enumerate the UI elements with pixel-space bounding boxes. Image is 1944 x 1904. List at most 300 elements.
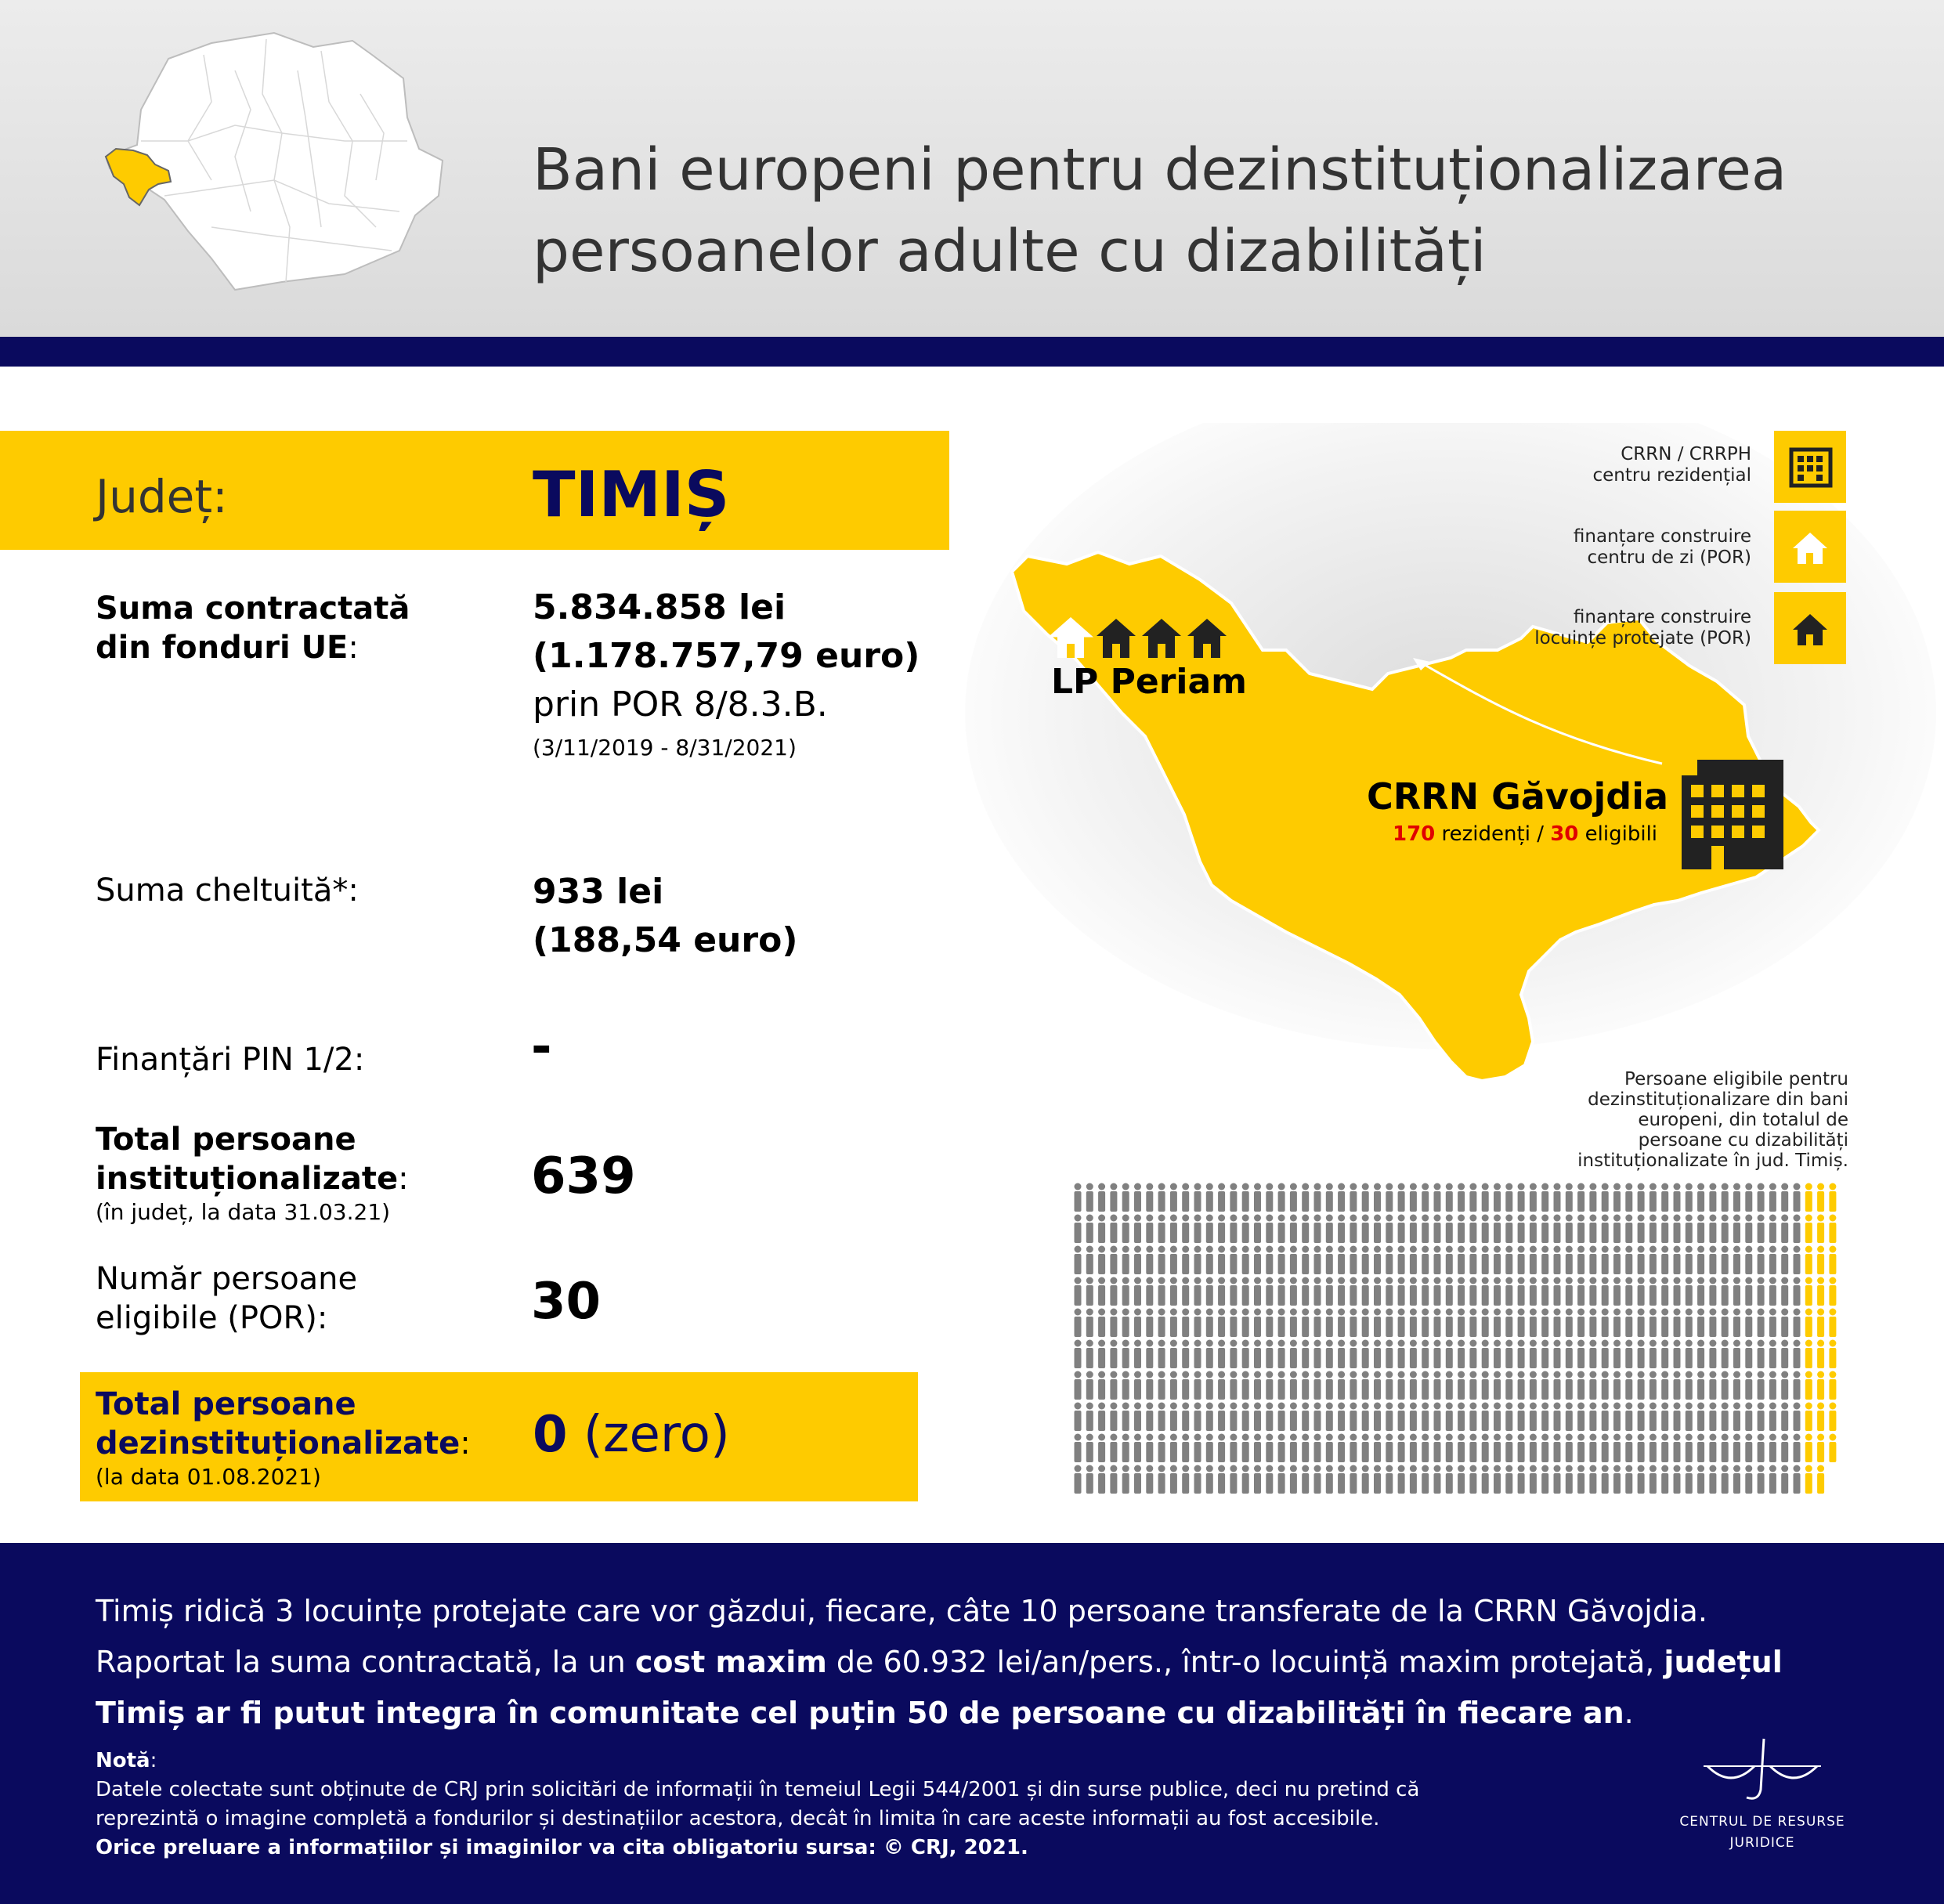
person-icon	[1218, 1434, 1225, 1463]
person-icon	[1170, 1403, 1177, 1432]
person-icon	[1661, 1215, 1668, 1244]
person-icon	[1661, 1309, 1668, 1338]
person-icon	[1530, 1277, 1537, 1306]
person-icon	[1422, 1403, 1429, 1432]
person-icon	[1446, 1183, 1453, 1212]
person-icon	[1781, 1246, 1788, 1275]
person-icon	[1769, 1215, 1776, 1244]
person-icon	[1650, 1465, 1657, 1494]
person-icon	[1661, 1434, 1668, 1463]
person-icon	[1650, 1340, 1657, 1369]
person-icon	[1075, 1403, 1082, 1432]
contracted-label: Suma contractată din fonduri UE:	[96, 591, 410, 666]
person-icon	[1650, 1403, 1657, 1432]
person-icon	[1110, 1340, 1117, 1369]
person-icon	[1602, 1434, 1609, 1463]
person-icon	[1554, 1277, 1561, 1306]
eligible-person-icon	[1829, 1309, 1836, 1338]
person-icon	[1518, 1277, 1525, 1306]
person-icon	[1602, 1403, 1609, 1432]
person-icon	[1722, 1277, 1729, 1306]
person-icon	[1194, 1183, 1201, 1212]
person-icon	[1075, 1309, 1082, 1338]
person-icon	[1661, 1277, 1668, 1306]
header-divider	[0, 337, 1944, 367]
spent-value: 933 lei (188,54 euro)	[533, 872, 798, 960]
person-icon	[1722, 1465, 1729, 1494]
person-icon	[1122, 1309, 1129, 1338]
person-icon	[1110, 1246, 1117, 1275]
person-icon	[1362, 1309, 1369, 1338]
eligible-person-icon	[1817, 1246, 1824, 1275]
person-icon	[1625, 1340, 1632, 1369]
page-title	[533, 129, 1787, 292]
person-icon	[1362, 1277, 1369, 1306]
person-icon	[1446, 1340, 1453, 1369]
person-icon	[1386, 1403, 1393, 1432]
person-icon	[1254, 1371, 1261, 1400]
crj-logo-mark	[1700, 1735, 1825, 1805]
person-icon	[1541, 1277, 1548, 1306]
person-icon	[1758, 1434, 1765, 1463]
person-icon	[1134, 1183, 1141, 1212]
person-icon	[1769, 1309, 1776, 1338]
person-icon	[1302, 1403, 1309, 1432]
person-icon	[1086, 1340, 1093, 1369]
person-icon	[1290, 1371, 1297, 1400]
person-icon	[1242, 1215, 1249, 1244]
person-icon	[1661, 1403, 1668, 1432]
person-icon	[1494, 1246, 1501, 1275]
person-icon	[1182, 1434, 1189, 1463]
person-icon	[1194, 1215, 1201, 1244]
person-icon	[1242, 1465, 1249, 1494]
person-icon	[1794, 1340, 1801, 1369]
person-icon	[1745, 1465, 1752, 1494]
person-icon	[1638, 1215, 1645, 1244]
person-icon	[1781, 1215, 1788, 1244]
person-icon	[1722, 1183, 1729, 1212]
person-icon	[1314, 1371, 1321, 1400]
eligible-person-icon	[1829, 1246, 1836, 1275]
person-icon	[1674, 1215, 1681, 1244]
person-icon	[1350, 1183, 1357, 1212]
person-icon	[1733, 1340, 1740, 1369]
title-line-2: persoanelor adulte cu dizabilități	[533, 218, 1487, 285]
person-icon	[1530, 1215, 1537, 1244]
person-icon	[1230, 1340, 1237, 1369]
person-icon	[1769, 1434, 1776, 1463]
person-icon	[1314, 1277, 1321, 1306]
person-icon	[1686, 1277, 1693, 1306]
title-line-1: Bani europeni pentru dezinstituționalizarea	[533, 136, 1787, 204]
person-icon	[1278, 1403, 1285, 1432]
crj-logo: CENTRUL DE RESURSE JURIDICE	[1657, 1735, 1868, 1851]
contracted-value: 5.834.858 lei (1.178.757,79 euro) prin POR 8/8.3.B. (3/11/2019 - 8/31/2021)	[533, 587, 920, 761]
eligible-person-icon	[1805, 1183, 1812, 1212]
person-icon	[1086, 1215, 1093, 1244]
person-icon	[1194, 1309, 1201, 1338]
person-icon	[1182, 1183, 1189, 1212]
person-icon	[1794, 1246, 1801, 1275]
person-icon	[1625, 1434, 1632, 1463]
person-icon	[1554, 1371, 1561, 1400]
person-icon	[1122, 1215, 1129, 1244]
person-icon	[1158, 1340, 1165, 1369]
person-icon	[1134, 1371, 1141, 1400]
person-icon	[1458, 1434, 1465, 1463]
person-icon	[1446, 1403, 1453, 1432]
eligible-person-icon	[1805, 1246, 1812, 1275]
person-icon	[1745, 1309, 1752, 1338]
person-icon	[1566, 1403, 1573, 1432]
person-icon	[1158, 1246, 1165, 1275]
person-icon	[1697, 1215, 1704, 1244]
person-icon	[1218, 1277, 1225, 1306]
person-icon	[1158, 1403, 1165, 1432]
person-icon	[1758, 1309, 1765, 1338]
person-icon	[1733, 1403, 1740, 1432]
person-icon	[1230, 1309, 1237, 1338]
person-icon	[1733, 1246, 1740, 1275]
person-icon	[1326, 1215, 1333, 1244]
eligible-person-icon	[1805, 1434, 1812, 1463]
person-icon	[1326, 1277, 1333, 1306]
spent-label: Suma cheltuită*:	[96, 873, 359, 909]
person-icon	[1554, 1340, 1561, 1369]
person-icon	[1494, 1215, 1501, 1244]
person-icon	[1314, 1465, 1321, 1494]
person-icon	[1086, 1403, 1093, 1432]
person-icon	[1254, 1183, 1261, 1212]
person-icon	[1290, 1434, 1297, 1463]
person-icon	[1446, 1465, 1453, 1494]
person-icon	[1266, 1183, 1273, 1212]
person-icon	[1577, 1309, 1584, 1338]
person-icon	[1518, 1340, 1525, 1369]
person-icon	[1613, 1277, 1621, 1306]
person-icon	[1494, 1277, 1501, 1306]
person-icon	[1505, 1465, 1512, 1494]
person-icon	[1661, 1465, 1668, 1494]
person-icon	[1709, 1277, 1716, 1306]
person-icon	[1625, 1465, 1632, 1494]
person-icon	[1769, 1246, 1776, 1275]
person-icon	[1638, 1309, 1645, 1338]
person-icon	[1589, 1309, 1596, 1338]
person-icon	[1362, 1403, 1369, 1432]
person-icon	[1075, 1277, 1082, 1306]
person-icon	[1374, 1340, 1381, 1369]
person-icon	[1541, 1403, 1548, 1432]
person-icon	[1350, 1403, 1357, 1432]
eligible-person-icon	[1829, 1277, 1836, 1306]
person-icon	[1182, 1465, 1189, 1494]
person-icon	[1230, 1246, 1237, 1275]
person-icon	[1686, 1403, 1693, 1432]
person-icon	[1566, 1215, 1573, 1244]
person-icon	[1098, 1434, 1105, 1463]
person-icon	[1206, 1309, 1213, 1338]
person-icon	[1482, 1465, 1489, 1494]
person-icon	[1469, 1434, 1476, 1463]
person-icon	[1769, 1183, 1776, 1212]
person-icon	[1577, 1434, 1584, 1463]
footer-note: Notă: Datele colectate sunt obținute de CRJ prin solicitări de informații în temeiul Legii 544/2001 și din surse publice, deci nu pretind că reprezintă o imagine completă a fondurilor și destinațiilor acestora, decât în limita în care aceste informații au fost accesibile. Orice preluare a informațiilor și imaginilor va cita obligatoriu sursa: © CRJ, 2021.	[96, 1749, 1420, 1859]
person-icon	[1781, 1277, 1788, 1306]
person-icon	[1458, 1183, 1465, 1212]
person-icon	[1577, 1340, 1584, 1369]
person-icon	[1458, 1309, 1465, 1338]
person-icon	[1110, 1403, 1117, 1432]
person-icon	[1446, 1371, 1453, 1400]
person-icon	[1230, 1215, 1237, 1244]
person-icon	[1541, 1246, 1548, 1275]
person-icon	[1158, 1183, 1165, 1212]
people-chart-note: Persoane eligibile pentru dezinstituționalizare din bani europeni, din totalul de persoane cu dizabilități instituționalizate în jud. Timiș.	[1577, 1069, 1848, 1171]
person-icon	[1194, 1277, 1201, 1306]
person-icon	[1206, 1403, 1213, 1432]
person-icon	[1758, 1183, 1765, 1212]
person-icon	[1709, 1434, 1716, 1463]
person-icon	[1278, 1340, 1285, 1369]
person-icon	[1410, 1277, 1417, 1306]
person-icon	[1182, 1246, 1189, 1275]
person-icon	[1602, 1465, 1609, 1494]
person-icon	[1794, 1277, 1801, 1306]
person-icon	[1158, 1215, 1165, 1244]
person-icon	[1733, 1277, 1740, 1306]
person-icon	[1266, 1434, 1273, 1463]
person-icon	[1745, 1246, 1752, 1275]
eligible-person-icon	[1829, 1215, 1836, 1244]
institutionalized-value: 639	[531, 1147, 636, 1205]
person-icon	[1075, 1371, 1082, 1400]
person-icon	[1194, 1403, 1201, 1432]
person-icon	[1505, 1434, 1512, 1463]
person-icon	[1098, 1371, 1105, 1400]
person-icon	[1266, 1277, 1273, 1306]
person-icon	[1242, 1277, 1249, 1306]
person-icon	[1122, 1434, 1129, 1463]
person-icon	[1075, 1215, 1082, 1244]
person-icon	[1589, 1183, 1596, 1212]
person-icon	[1602, 1183, 1609, 1212]
person-icon	[1338, 1465, 1345, 1494]
person-icon	[1745, 1183, 1752, 1212]
person-icon	[1602, 1246, 1609, 1275]
person-icon	[1182, 1403, 1189, 1432]
eligible-person-icon	[1805, 1403, 1812, 1432]
person-icon	[1458, 1277, 1465, 1306]
person-icon	[1075, 1434, 1082, 1463]
person-icon	[1290, 1183, 1297, 1212]
person-icon	[1374, 1434, 1381, 1463]
person-icon	[1638, 1246, 1645, 1275]
day-center-house-icon	[1774, 511, 1846, 583]
person-icon	[1350, 1371, 1357, 1400]
person-icon	[1086, 1434, 1093, 1463]
person-icon	[1469, 1215, 1476, 1244]
person-icon	[1469, 1246, 1476, 1275]
person-icon	[1110, 1183, 1117, 1212]
person-icon	[1434, 1340, 1441, 1369]
person-icon	[1170, 1246, 1177, 1275]
person-icon	[1589, 1215, 1596, 1244]
footer-summary: Timiș ridică 3 locuințe protejate care vor găzdui, fiecare, câte 10 persoane transferate de la CRRN Găvojdia. Raportat la suma contractată, la un cost maxim de 60.932 lei/an/pers., într-o locuință maxim protejată, județul Timiș ar fi putut integra în comunitate cel puțin 50 de persoane cu dizabilități în fiecare an.	[96, 1594, 1783, 1730]
person-icon	[1422, 1465, 1429, 1494]
person-icon	[1194, 1340, 1201, 1369]
eligible-value: 30	[531, 1273, 602, 1331]
person-icon	[1650, 1434, 1657, 1463]
person-icon	[1410, 1465, 1417, 1494]
person-icon	[1709, 1246, 1716, 1275]
pin-label: Finanțări PIN 1/2:	[96, 1042, 365, 1078]
person-icon	[1146, 1277, 1153, 1306]
person-icon	[1170, 1465, 1177, 1494]
person-icon	[1674, 1246, 1681, 1275]
person-icon	[1469, 1465, 1476, 1494]
person-icon	[1278, 1183, 1285, 1212]
person-icon	[1566, 1340, 1573, 1369]
person-icon	[1494, 1465, 1501, 1494]
eligible-person-icon	[1817, 1340, 1824, 1369]
person-icon	[1158, 1465, 1165, 1494]
eligible-label: Număr persoane eligibile (POR):	[96, 1261, 358, 1336]
person-icon	[1350, 1434, 1357, 1463]
person-icon	[1422, 1340, 1429, 1369]
person-icon	[1206, 1277, 1213, 1306]
person-icon	[1386, 1183, 1393, 1212]
person-icon	[1541, 1371, 1548, 1400]
eligible-person-icon	[1805, 1371, 1812, 1400]
person-icon	[1278, 1371, 1285, 1400]
person-icon	[1170, 1309, 1177, 1338]
person-icon	[1505, 1371, 1512, 1400]
person-icon	[1182, 1340, 1189, 1369]
person-icon	[1733, 1465, 1740, 1494]
person-icon	[1482, 1246, 1489, 1275]
eligible-person-icon	[1805, 1277, 1812, 1306]
person-icon	[1769, 1403, 1776, 1432]
person-icon	[1781, 1465, 1788, 1494]
person-icon	[1745, 1434, 1752, 1463]
person-icon	[1722, 1371, 1729, 1400]
person-icon	[1206, 1340, 1213, 1369]
person-icon	[1374, 1215, 1381, 1244]
person-icon	[1602, 1309, 1609, 1338]
person-icon	[1362, 1434, 1369, 1463]
person-icon	[1158, 1434, 1165, 1463]
person-icon	[1134, 1434, 1141, 1463]
person-icon	[1230, 1465, 1237, 1494]
person-icon	[1218, 1246, 1225, 1275]
person-icon	[1577, 1215, 1584, 1244]
person-icon	[1242, 1309, 1249, 1338]
person-icon	[1794, 1183, 1801, 1212]
person-icon	[1350, 1309, 1357, 1338]
person-icon	[1362, 1340, 1369, 1369]
person-icon	[1338, 1277, 1345, 1306]
eligible-person-icon	[1805, 1465, 1812, 1494]
person-icon	[1577, 1465, 1584, 1494]
person-icon	[1278, 1434, 1285, 1463]
person-icon	[1758, 1246, 1765, 1275]
person-icon	[1302, 1309, 1309, 1338]
person-icon	[1505, 1183, 1512, 1212]
person-icon	[1650, 1309, 1657, 1338]
person-icon	[1758, 1215, 1765, 1244]
person-icon	[1566, 1277, 1573, 1306]
person-icon	[1374, 1403, 1381, 1432]
person-icon	[1398, 1403, 1405, 1432]
person-icon	[1218, 1309, 1225, 1338]
person-icon	[1661, 1371, 1668, 1400]
person-icon	[1518, 1215, 1525, 1244]
person-icon	[1794, 1309, 1801, 1338]
person-icon	[1314, 1183, 1321, 1212]
person-icon	[1146, 1403, 1153, 1432]
person-icon	[1613, 1246, 1621, 1275]
person-icon	[1122, 1183, 1129, 1212]
person-icon	[1697, 1403, 1704, 1432]
person-icon	[1518, 1246, 1525, 1275]
person-icon	[1469, 1277, 1476, 1306]
person-icon	[1422, 1246, 1429, 1275]
person-icon	[1170, 1183, 1177, 1212]
person-icon	[1709, 1403, 1716, 1432]
person-icon	[1254, 1277, 1261, 1306]
person-icon	[1410, 1340, 1417, 1369]
person-icon	[1709, 1309, 1716, 1338]
person-icon	[1745, 1277, 1752, 1306]
person-icon	[1410, 1371, 1417, 1400]
person-icon	[1170, 1277, 1177, 1306]
eligible-person-icon	[1817, 1309, 1824, 1338]
person-icon	[1697, 1434, 1704, 1463]
person-icon	[1541, 1340, 1548, 1369]
person-icon	[1434, 1465, 1441, 1494]
person-icon	[1218, 1215, 1225, 1244]
person-icon	[1110, 1371, 1117, 1400]
person-icon	[1697, 1340, 1704, 1369]
person-icon	[1686, 1309, 1693, 1338]
person-icon	[1254, 1246, 1261, 1275]
person-icon	[1469, 1403, 1476, 1432]
eligible-person-icon	[1817, 1434, 1824, 1463]
person-icon	[1794, 1434, 1801, 1463]
person-icon	[1674, 1277, 1681, 1306]
person-icon	[1494, 1309, 1501, 1338]
person-icon	[1194, 1371, 1201, 1400]
person-icon	[1518, 1465, 1525, 1494]
person-icon	[1661, 1246, 1668, 1275]
person-icon	[1314, 1340, 1321, 1369]
person-icon	[1182, 1277, 1189, 1306]
person-icon	[1722, 1340, 1729, 1369]
person-icon	[1098, 1277, 1105, 1306]
person-icon	[1326, 1309, 1333, 1338]
person-icon	[1302, 1371, 1309, 1400]
person-icon	[1541, 1434, 1548, 1463]
person-icon	[1278, 1246, 1285, 1275]
person-icon	[1110, 1277, 1117, 1306]
person-icon	[1625, 1215, 1632, 1244]
person-icon	[1098, 1340, 1105, 1369]
person-icon	[1530, 1183, 1537, 1212]
person-icon	[1733, 1215, 1740, 1244]
person-icon	[1709, 1183, 1716, 1212]
